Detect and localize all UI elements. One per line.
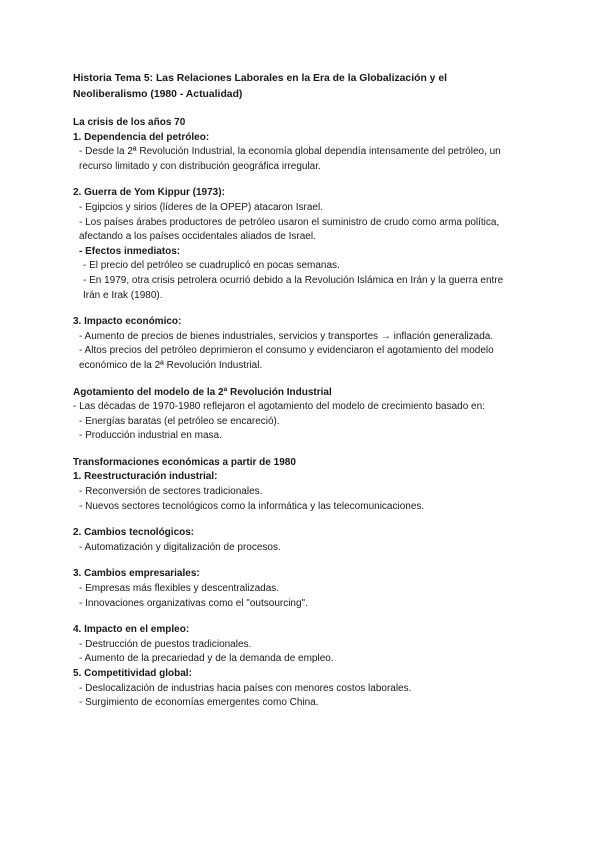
list-item: - Aumento de la precariedad y de la demanda de empleo. [79,653,334,665]
list-item: - Egipcios y sirios (líderes de la OPEP) atacaron Israel. [79,201,323,213]
subsection-heading: 2. Guerra de Yom Kippur (1973): [73,187,225,199]
list-item: - El precio del petróleo se cuadruplicó en pocas semanas. [83,260,340,272]
list-item: - Empresas más flexibles y descentralizadas. [79,583,280,595]
subsection-heading: 5. Competitividad global: [73,668,192,679]
list-item: - Automatización y digitalización de procesos. [79,541,281,553]
list-item: - Producción industrial en masa. [79,430,222,442]
list-item: - Altos precios del petróleo deprimieron el consumo y evidenciaron el agotamiento del modelo económico de la 2ª Revolución Industrial. [79,345,494,371]
subsection-heading: 1. Reestructuración industrial: [73,471,218,483]
list-item: - Innovaciones organizativas como el "outsourcing". [79,597,308,609]
subsection-heading: 4. Impacto en el empleo: [73,624,190,636]
effects-heading: - Efectos inmediatos: [79,245,181,257]
subsection-heading: 2. Cambios tecnológicos: [73,527,195,539]
list-item: - Aumento de precios de bienes industriales, servicios y transportes → inflación generalizada. [79,330,494,342]
section-heading-crisis: La crisis de los años 70 [73,117,186,128]
section-heading-agotamiento: Agotamiento del modelo de la 2ª Revolución Industrial [73,386,332,398]
list-item: - Deslocalización de industrias hacia países con menores costos laborales. [79,682,412,694]
section-heading-transformaciones: Transformaciones económicas a partir de 1980 [73,456,296,468]
subsection-heading: 1. Dependencia del petróleo: [73,131,210,143]
list-item: - Reconversión de sectores tradicionales. [79,486,263,498]
paragraph: - Las décadas de 1970-1980 reflejaron el agotamiento del modelo de crecimiento basado en: [73,401,485,413]
list-item: - Nuevos sectores tecnológicos como la informática y las telecomunicaciones. [79,500,425,512]
list-item: - Surgimiento de economías emergentes como China. [79,697,319,709]
list-item: - Destrucción de puestos tradicionales. [79,638,252,650]
subsection-heading: 3. Cambios empresariales: [73,568,200,580]
subsection-heading: 3. Impacto económico: [73,316,182,328]
list-item: - En 1979, otra crisis petrolera ocurrió debido a la Revolución Islámica en Irán y la guerra entre Irán e Irak (1980). [83,274,504,301]
list-item: - Energías baratas (el petróleo se encareció). [79,415,280,427]
list-item: - Los países árabes productores de petróleo usaron el suministro de crudo como arma política, afectando a los países occidentales aliados de Israel. [79,216,500,243]
list-item: - Desde la 2ª Revolución Industrial, la economía global dependía intensamente del petróleo, un recurso limitado y con distribución geográfica irregular. [79,146,501,172]
document-content [73,71,513,711]
page-title: Historia Tema 5: Las Relaciones Laborales en la Era de la Globalización y el Neoliberalismo (1980 - Actualidad) [73,73,448,100]
